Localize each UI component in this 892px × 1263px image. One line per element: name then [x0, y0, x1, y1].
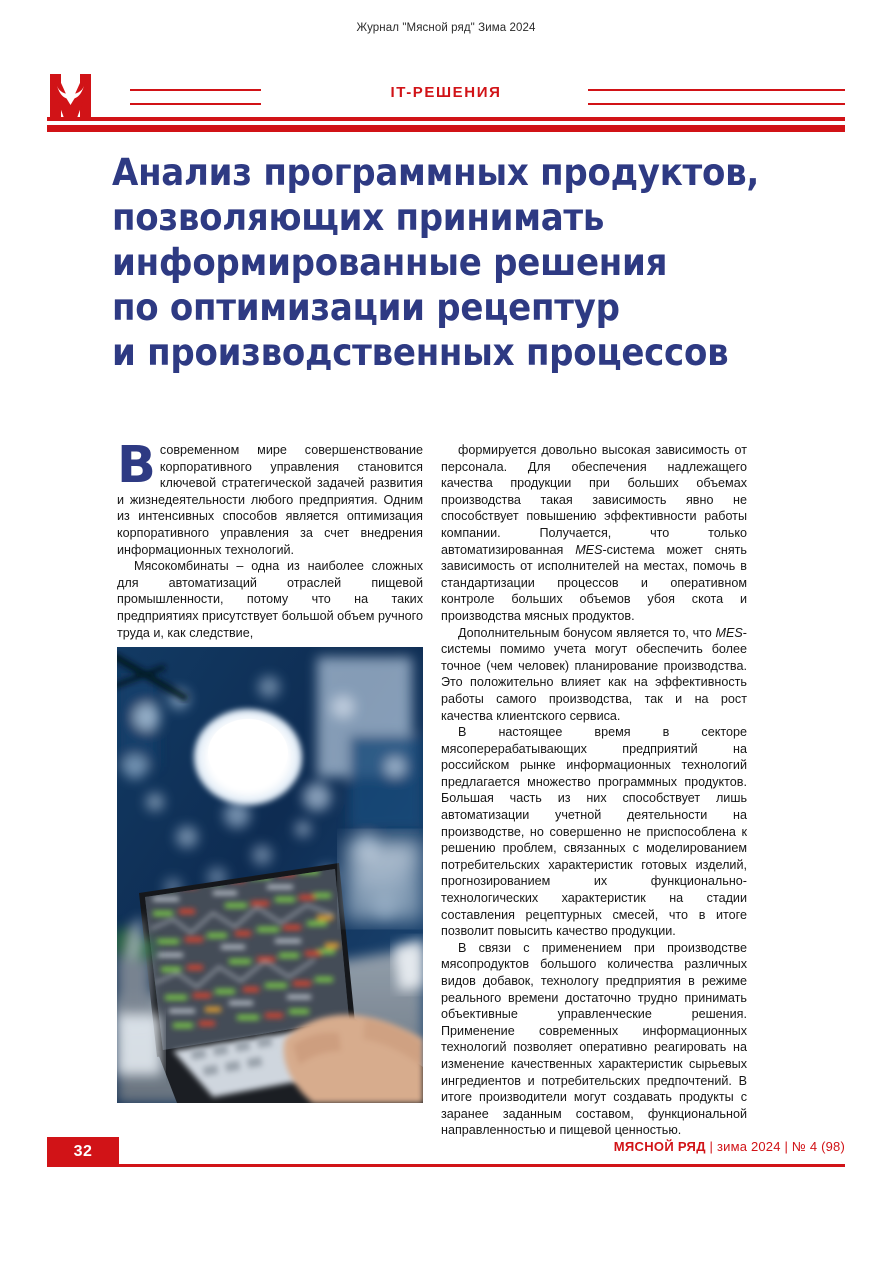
masthead-rule-right-top	[588, 89, 845, 91]
masthead-bar-thin	[47, 117, 845, 121]
footer-issue: | зима 2024 | № 4 (98)	[705, 1139, 845, 1154]
term-mes: MES	[715, 625, 743, 640]
paragraph	[117, 558, 423, 641]
paragraph	[441, 442, 747, 625]
laptop-trading-dashboard-photo	[117, 647, 423, 1103]
article-column-left	[117, 436, 423, 641]
drop-cap: В	[117, 436, 156, 495]
term-mes: MES	[575, 542, 603, 557]
headline-line: Анализ программных продуктов,	[112, 151, 760, 194]
masthead-bar-thick	[47, 125, 845, 132]
article-column-right	[441, 442, 747, 1139]
running-head: Журнал "Мясной ряд" Зима 2024	[356, 22, 536, 34]
paragraph-text: формируется довольно высокая зависимость от персонала. Для обеспечения надлежащего качества продукции при больших объемах производства такая зависимость явно не способствует повышению эффективности работы компании. Получается, что только автоматизированная	[441, 443, 747, 557]
paragraph	[441, 724, 747, 940]
headline-line: информированные решения	[112, 241, 668, 284]
paragraph	[441, 625, 747, 725]
paragraph-text: Дополнительным бонусом является то, что	[458, 625, 716, 640]
page-title	[112, 150, 760, 375]
paragraph-text: В связи с применением при производстве мясопродуктов большого количества различных видов добавок, технологу предприятия в режиме реального времени достаточно трудно принимать объективные управленческие решения. Применение современных информационных технологий позволяет оперативно реагировать на изменение качественных характеристик сырьевых ингредиентов и потребительских предпочтений. В итоге производители могут создавать продукты с заранее заданным составом, функциональной направленностью и пищевой ценностью.	[441, 940, 747, 1138]
footer-issue-info	[614, 1139, 845, 1154]
footer-brand: МЯСНОЙ РЯД	[613, 1139, 706, 1154]
paragraph	[441, 940, 747, 1139]
paragraph	[117, 436, 423, 558]
paragraph-text: Мясокомбинаты – одна из наиболее сложных для автоматизаций отраслей пищевой промышленности, потому что на таких предприятиях присутствует большой объем ручного труда и, как следствие,	[117, 559, 423, 640]
masthead-rule-right-bottom	[588, 103, 845, 105]
masthead	[47, 70, 845, 132]
page-number: 32	[73, 1143, 93, 1160]
paragraph-text: -системы помимо учета могут обеспечить более точное (чем человек) планирование производства. Это положительно влияет как на эффективность работы самого производства, так и на рост качества клиентского сервиса.	[441, 625, 747, 723]
section-label: IT-РЕШЕНИЯ	[390, 84, 502, 101]
headline-line: позволяющих принимать	[112, 196, 605, 239]
footer-rule	[119, 1164, 845, 1167]
masthead-rule-left-bottom	[130, 103, 261, 105]
paragraph-text: -система может снять зависимость от исполнителей на местах, помочь в стандартизации процессов и оперативном контроле больших объемов убоя скота и производства мясных продуктов.	[441, 542, 747, 623]
headline-line: по оптимизации рецептур	[112, 286, 620, 329]
paragraph-text: современном мире совершенствование корпоративного управления становится ключевой стратегической задачей развития и жизнедеятельности любого предприятия. Одним из интенсивных способов является оптимизация корпоративного управления за счет внедрения информационных технологий.	[117, 443, 423, 557]
paragraph-text: В настоящее время в секторе мясоперерабатывающих предприятий на российском рынке информационных технологий предлагается множество программных продуктов. Большая часть из них способствует лишь автоматизации учетной деятельности на производстве, но совершенно не приспособлена к решению проблем, связанных с моделированием потребительских характеристик готовых изделий, прогнозированием их функционально-технологических характеристик на стадии составления рецептурных смесей, что в итоге позволит повысить качество продукции.	[441, 725, 747, 939]
headline-line: и производственных процессов	[112, 331, 729, 374]
